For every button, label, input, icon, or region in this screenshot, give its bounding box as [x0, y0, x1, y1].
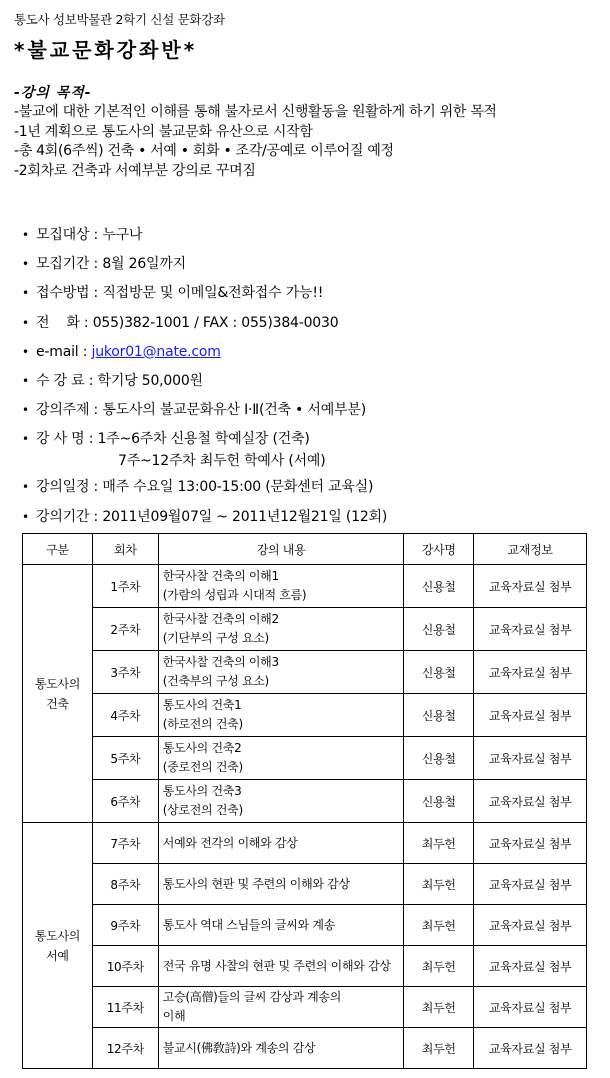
material-cell: 교육자료실 첨부: [474, 1028, 587, 1069]
table-row: [23, 694, 587, 737]
group-name-line: 통도사의: [34, 928, 81, 943]
lecture-line: 불교시(佛敎詩)와 계송의 감상: [162, 1040, 316, 1055]
info-phone: [22, 310, 602, 339]
column-header: 구분: [23, 534, 93, 565]
bullet-icon: •: [22, 373, 29, 388]
instructor-cell: 최두헌: [404, 864, 474, 905]
lecture-cell: [158, 946, 404, 987]
group-name-line: 건축: [46, 696, 69, 711]
info-application: [22, 280, 602, 309]
lecture-cell: [158, 780, 404, 823]
info-email: [22, 339, 602, 368]
lecture-line: 통도사의 건축1: [162, 698, 242, 712]
info-label: 모집대상 :: [36, 227, 99, 243]
info-label: 강의기간 :: [36, 508, 99, 525]
info-recruit-period: [22, 251, 602, 280]
bullet-icon: •: [22, 480, 29, 495]
week-cell: 3주차: [92, 651, 158, 694]
table-row: [23, 608, 587, 651]
week-cell: 6주차: [92, 780, 158, 823]
bullet-icon: •: [22, 257, 29, 272]
material-cell: 교육자료실 첨부: [474, 987, 587, 1028]
lecture-line: 통도사의 건축3: [162, 784, 242, 798]
material-cell: 교육자료실 첨부: [474, 780, 587, 823]
lecture-cell: [158, 651, 404, 694]
info-value: 2011년09월07일 ~ 2011년12월21일 (12회): [102, 508, 388, 525]
instructor-cell: 최두헌: [404, 823, 474, 864]
info-label: e-mail :: [36, 343, 88, 360]
week-cell: 11주차: [92, 987, 158, 1028]
column-header: 교재정보: [474, 534, 587, 565]
info-value: 1주~6주차 신용철 학예실장 (건축): [97, 431, 310, 448]
table-row: [23, 565, 587, 608]
instructor-cell: 신용철: [404, 565, 474, 608]
instructor-cell: 신용철: [404, 651, 474, 694]
column-header: 강사명: [404, 534, 474, 565]
lecture-line: 이해: [162, 1009, 186, 1023]
lecture-cell: [158, 608, 404, 651]
instructor-cell: 최두헌: [404, 905, 474, 946]
info-duration: [22, 504, 602, 533]
week-cell: 5주차: [92, 737, 158, 780]
info-list: [22, 222, 602, 533]
bullet-icon: •: [22, 228, 29, 242]
info-value: 8월 26일까지: [102, 256, 187, 273]
page-subtitle: 통도사 성보박물관 2학기 신설 문화강좌: [14, 12, 225, 27]
lecture-line: 통도사의 건축2: [162, 741, 242, 755]
lecture-cell: [158, 694, 404, 737]
bullet-icon: •: [22, 315, 29, 330]
lecture-line: 한국사찰 건축의 이해1: [162, 569, 279, 583]
info-value: 매주 수요일 13:00-15:00 (문화센터 교육실): [102, 479, 374, 496]
purpose-list: [14, 103, 594, 181]
purpose-line: -총 4회(6주씩) 건축 • 서예 • 회화 • 조각/공예로 이루어질 예정: [14, 143, 394, 159]
email-link[interactable]: jukor01@nate.com: [91, 343, 221, 360]
table-row: [23, 905, 587, 946]
bullet-icon: •: [22, 344, 29, 359]
instructor-cell: 신용철: [404, 694, 474, 737]
info-label: 강 사 명 :: [36, 431, 94, 448]
lecture-line: 전국 유명 사찰의 현판 및 주련의 이해와 감상: [162, 958, 391, 973]
table-row: [23, 823, 587, 864]
table-row: [23, 946, 587, 987]
instructor-cell: 최두헌: [404, 946, 474, 987]
lecture-cell: [158, 987, 404, 1028]
table-row: [23, 737, 587, 780]
week-cell: 10주차: [92, 946, 158, 987]
material-cell: 교육자료실 첨부: [474, 864, 587, 905]
material-cell: 교육자료실 첨부: [474, 565, 587, 608]
group-name-line: 서예: [46, 948, 69, 963]
bullet-icon: •: [22, 403, 29, 418]
week-cell: 2주차: [92, 608, 158, 651]
instructor-cell: 최두헌: [404, 1028, 474, 1069]
instructor-cell: 최두헌: [404, 987, 474, 1028]
lecture-line: 통도사의 현판 및 주련의 이해와 감상: [162, 876, 350, 891]
lecture-cell: [158, 823, 404, 864]
lecture-cell: [158, 905, 404, 946]
material-cell: 교육자료실 첨부: [474, 823, 587, 864]
info-schedule: [22, 474, 602, 503]
info-label: 강의주제 :: [36, 402, 99, 419]
material-cell: 교육자료실 첨부: [474, 737, 587, 780]
instructor-cell: 신용철: [404, 780, 474, 823]
lecture-cell: [158, 565, 404, 608]
purpose-line: -1년 계획으로 통도사의 불교문화 유산으로 시작함: [14, 123, 313, 140]
info-label: 전 화 :: [36, 314, 89, 331]
material-cell: 교육자료실 첨부: [474, 946, 587, 987]
week-cell: 4주차: [92, 694, 158, 737]
week-cell: 8주차: [92, 864, 158, 905]
lecture-line: 한국사찰 건축의 이해3: [162, 655, 279, 669]
info-label: 수 강 료 :: [36, 372, 94, 389]
lecture-cell: [158, 864, 404, 905]
info-instructor: [22, 426, 602, 474]
lecture-line: (기단부의 구성 요소): [162, 631, 269, 645]
info-label: 강의일정 :: [36, 479, 99, 496]
lecture-line: (건축부의 구성 요소): [162, 674, 269, 688]
table-row: [23, 1028, 587, 1069]
info-label: 접수방법 :: [36, 285, 99, 302]
week-cell: 1주차: [92, 565, 158, 608]
lecture-line: (가람의 성립과 시대적 흐름): [162, 588, 307, 602]
lecture-line: (중로전의 건축): [162, 760, 243, 774]
group-name-line: 통도사의: [34, 676, 81, 691]
instructor-cell: 신용철: [404, 608, 474, 651]
info-value: 직접방문 및 이메일&전화접수 가능!!: [102, 285, 324, 302]
table-row: [23, 987, 587, 1028]
lecture-line: (하로전의 건축): [162, 717, 243, 731]
week-cell: 12주차: [92, 1028, 158, 1069]
bullet-icon: •: [22, 432, 29, 447]
lecture-line: 한국사찰 건축의 이해2: [162, 612, 279, 626]
material-cell: 교육자료실 첨부: [474, 608, 587, 651]
week-cell: 9주차: [92, 905, 158, 946]
info-fee: [22, 368, 602, 397]
lecture-line: 서예와 전각의 이해와 감상: [162, 835, 298, 850]
lecture-line: 고승(高僧)들의 글씨 감상과 계송의: [162, 990, 342, 1004]
info-value-second-line: 7주~12주차 최두헌 학예사 (서예): [118, 453, 326, 470]
lecture-line: (상로전의 건축): [162, 803, 243, 817]
purpose-line: -2회차로 건축과 서예부분 강의로 꾸며짐: [14, 162, 256, 179]
purpose-line: -불교에 대한 기본적인 이해를 통해 불자로서 신행활동을 원활하게 하기 위한 목적: [14, 104, 497, 120]
group-cell: [23, 565, 93, 823]
column-header: 회차: [92, 534, 158, 565]
info-value: 학기당 50,000원: [97, 372, 203, 389]
week-cell: 7주차: [92, 823, 158, 864]
table-row: [23, 864, 587, 905]
lecture-cell: [158, 1028, 404, 1069]
info-value: 통도사의 불교문화유산 Ⅰ·Ⅱ(건축 • 서예부분): [102, 402, 366, 419]
bullet-icon: •: [22, 509, 29, 524]
lecture-line: 통도사 역대 스님들의 글씨와 계송: [162, 917, 335, 932]
info-recruit-target: [22, 222, 602, 251]
page-title: *불교문화강좌반*: [14, 38, 198, 62]
instructor-cell: 신용철: [404, 737, 474, 780]
info-value: 누구나: [102, 227, 143, 243]
material-cell: 교육자료실 첨부: [474, 694, 587, 737]
purpose-heading: -강의 목적-: [14, 85, 92, 101]
info-topic: [22, 397, 602, 426]
material-cell: 교육자료실 첨부: [474, 651, 587, 694]
lecture-cell: [158, 737, 404, 780]
info-value: 055)382-1001 / FAX : 055)384-0030: [92, 314, 339, 331]
table-row: [23, 780, 587, 823]
material-cell: 교육자료실 첨부: [474, 905, 587, 946]
bullet-icon: •: [22, 286, 29, 301]
table-row: [23, 651, 587, 694]
schedule-table: [22, 533, 587, 1069]
group-cell: [23, 823, 93, 1069]
table-header-row: [23, 534, 587, 565]
column-header: 강의 내용: [158, 534, 404, 565]
info-label: 모집기간 :: [36, 256, 99, 273]
